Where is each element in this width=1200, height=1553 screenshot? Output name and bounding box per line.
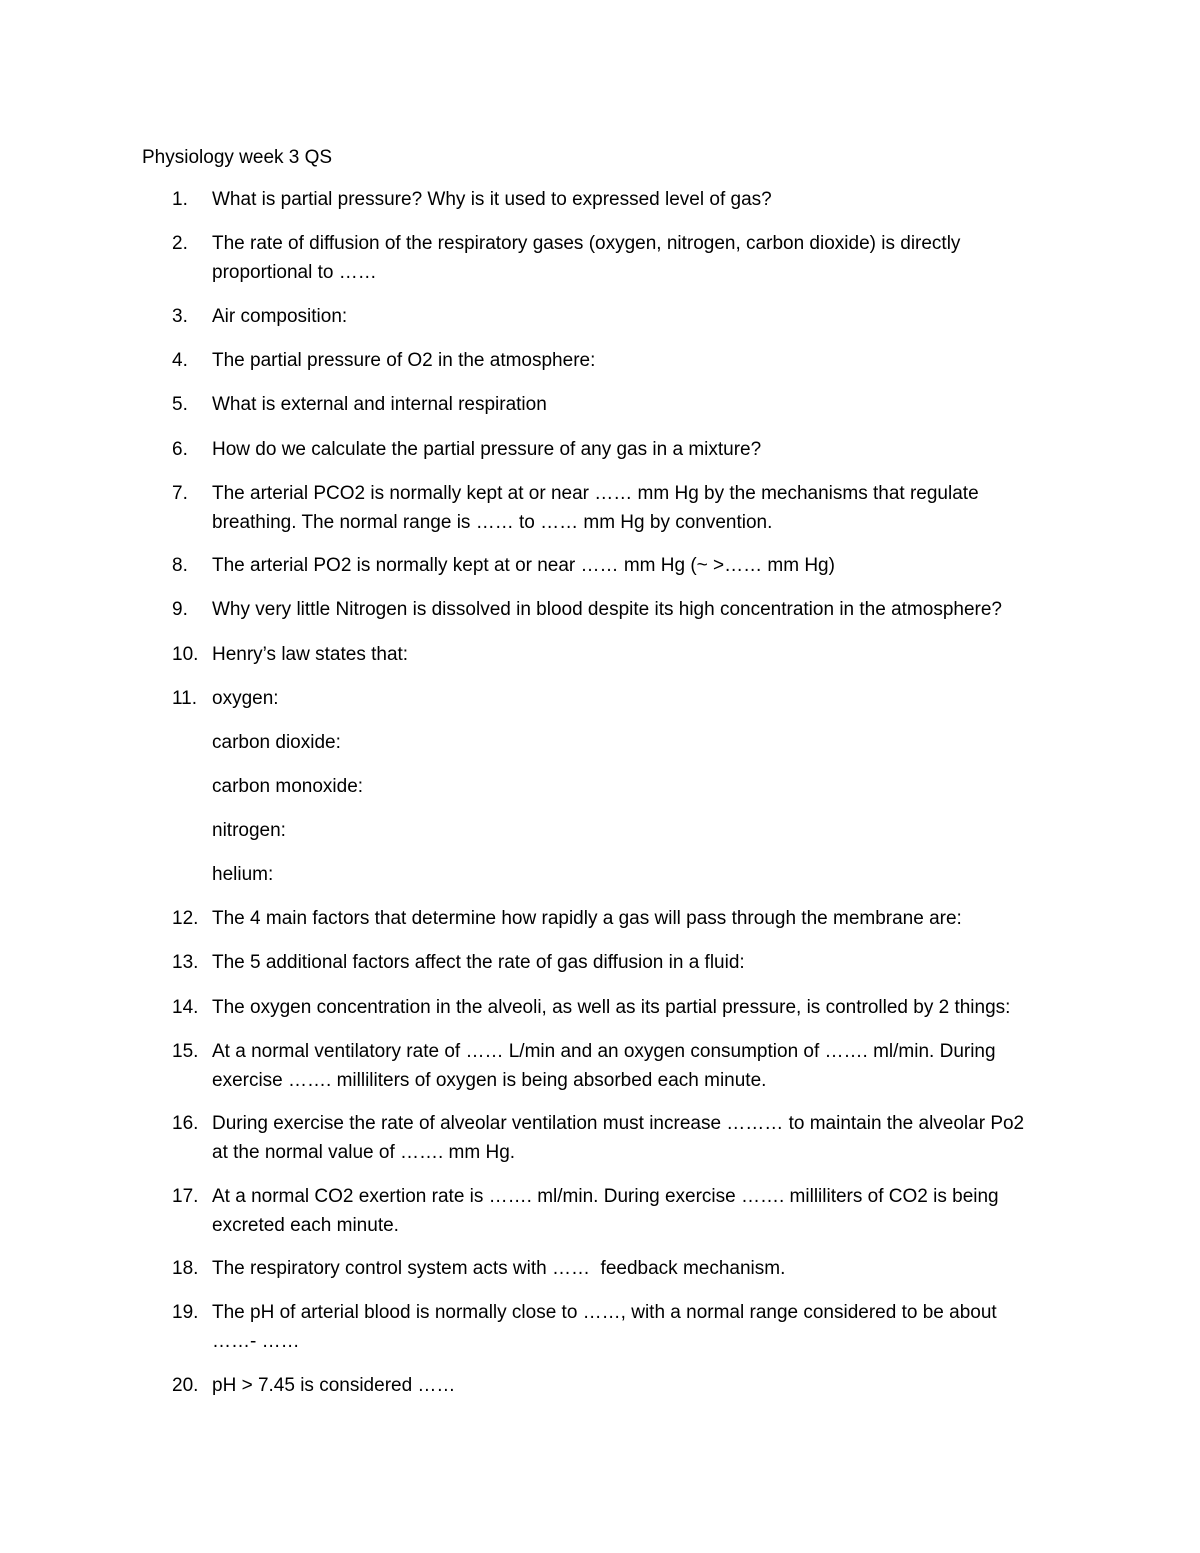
question-number: 4. [172, 350, 188, 371]
question-number: 3. [172, 306, 188, 327]
q11-item-carbon-monoxide: carbon monoxide: [212, 776, 364, 797]
question-text: At a normal ventilatory rate of …… L/min and an oxygen consumption of ……. ml/min. During exercise ……. milliliters of oxygen is being absorbed each minute. [212, 1041, 996, 1091]
question-15 [172, 1037, 1072, 1095]
question-4 [172, 346, 1072, 375]
question-text: What is external and internal respiration [212, 394, 547, 415]
question-text: The arterial PO2 is normally kept at or near …… mm Hg (~ >…… mm Hg) [212, 555, 835, 576]
question-text: How do we calculate the partial pressure of any gas in a mixture? [212, 439, 762, 460]
question-text: The rate of diffusion of the respiratory gases (oxygen, nitrogen, carbon dioxide) is directly proportional to …… [212, 233, 961, 283]
q11-item-helium: helium: [212, 864, 274, 885]
question-14 [172, 993, 1072, 1022]
question-12 [172, 904, 1072, 933]
question-5 [172, 390, 1072, 419]
question-text: Henry’s law states that: [212, 644, 409, 665]
question-13 [172, 948, 1072, 977]
question-number: 13. [172, 952, 199, 973]
question-2 [172, 229, 1072, 287]
question-number: 6. [172, 439, 188, 460]
question-number: 12. [172, 908, 199, 929]
question-text: What is partial pressure? Why is it used to expressed level of gas? [212, 189, 772, 210]
question-number: 17. [172, 1186, 199, 1207]
question-text: At a normal CO2 exertion rate is ……. ml/min. During exercise ……. milliliters of CO2 is being excreted each minute. [212, 1186, 999, 1236]
question-16 [172, 1109, 1072, 1167]
question-number: 2. [172, 233, 188, 254]
question-text: pH > 7.45 is considered …… [212, 1375, 456, 1396]
question-8 [172, 551, 1072, 580]
question-number: 8. [172, 555, 188, 576]
question-text: The pH of arterial blood is normally close to ……, with a normal range considered to be about ……- …… [212, 1302, 997, 1352]
question-11 [172, 684, 1072, 713]
question-3 [172, 302, 1072, 331]
question-6 [172, 435, 1072, 464]
question-text: oxygen: [212, 688, 279, 709]
question-20 [172, 1371, 1072, 1400]
question-1 [172, 185, 1072, 214]
question-number: 7. [172, 483, 188, 504]
question-9 [172, 595, 1072, 624]
question-number: 15. [172, 1041, 199, 1062]
question-number: 5. [172, 394, 188, 415]
question-19 [172, 1298, 1072, 1356]
question-number: 18. [172, 1258, 199, 1279]
question-number: 14. [172, 997, 199, 1018]
q11-item-carbon-dioxide: carbon dioxide: [212, 732, 341, 753]
question-text: Why very little Nitrogen is dissolved in blood despite its high concentration in the atmosphere? [212, 599, 1002, 620]
question-18 [172, 1254, 1072, 1283]
question-text: The arterial PCO2 is normally kept at or near …… mm Hg by the mechanisms that regulate breathing. The normal range is …… to …… mm Hg by convention. [212, 483, 979, 533]
question-text: Air composition: [212, 306, 348, 327]
question-number: 9. [172, 599, 188, 620]
question-text: The 4 main factors that determine how rapidly a gas will pass through the membrane are: [212, 908, 962, 929]
question-7 [172, 479, 1072, 537]
document-title: Physiology week 3 QS [142, 147, 333, 168]
question-number: 1. [172, 189, 188, 210]
question-text: During exercise the rate of alveolar ventilation must increase ……… to maintain the alveolar Po2 at the normal value of ……. mm Hg. [212, 1113, 1025, 1163]
question-text: The partial pressure of O2 in the atmosphere: [212, 350, 596, 371]
q11-item-nitrogen: nitrogen: [212, 820, 286, 841]
question-text: The 5 additional factors affect the rate of gas diffusion in a fluid: [212, 952, 745, 973]
question-number: 20. [172, 1375, 199, 1396]
question-number: 10. [172, 644, 199, 665]
question-17 [172, 1182, 1072, 1240]
question-text: The oxygen concentration in the alveoli, as well as its partial pressure, is controlled by 2 things: [212, 997, 1011, 1018]
question-number: 16. [172, 1113, 199, 1134]
question-number: 11. [172, 688, 198, 709]
question-10 [172, 640, 1072, 669]
question-number: 19. [172, 1302, 199, 1323]
question-text: The respiratory control system acts with …… feedback mechanism. [212, 1258, 786, 1279]
